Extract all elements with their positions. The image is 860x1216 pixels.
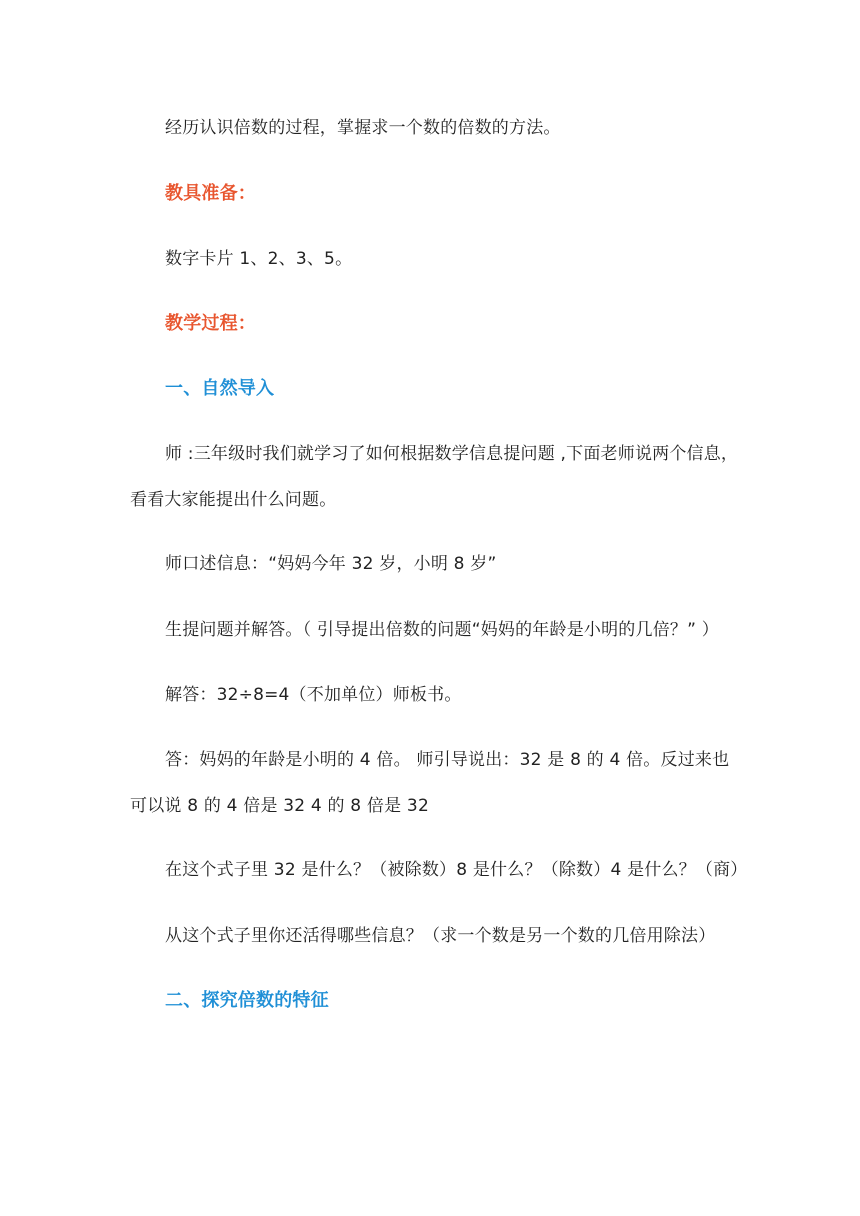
process-heading: 教学过程： (165, 313, 256, 334)
tools-heading: 教具准备： (165, 183, 256, 204)
paragraph-5-line-2: 可以说 8 的 4 倍是 32 4 的 8 倍是 32 (130, 796, 429, 816)
paragraph-1-line-2: 看看大家能提出什么问题。 (130, 490, 337, 510)
paragraph-5-line-1: 答：妈妈的年龄是小明的 4 倍。 师引导说出：32 是 8 的 4 倍。反过来也 (165, 750, 730, 770)
tools-text: 数字卡片 1、2、3、5。 (165, 249, 353, 269)
paragraph-6: 在这个式子里 32 是什么？（被除数）8 是什么？（除数）4 是什么？（商） (165, 860, 748, 880)
paragraph-1-line-1: 师 :三年级时我们就学习了如何根据数学信息提问题 ,下面老师说两个信息， (165, 444, 739, 464)
section2-heading: 二、探究倍数的特征 (165, 990, 329, 1011)
section1-heading: 一、自然导入 (165, 378, 275, 399)
objective-text: 经历认识倍数的过程，掌握求一个数的倍数的方法。 (165, 118, 561, 138)
paragraph-3: 生提问题并解答。（ 引导提出倍数的问题“妈妈的年龄是小明的几倍？” ） (165, 620, 719, 640)
paragraph-2: 师口述信息：“妈妈今年 32 岁，小明 8 岁” (165, 554, 497, 574)
paragraph-4: 解答：32÷8=4（不加单位）师板书。 (165, 685, 462, 705)
paragraph-7: 从这个式子里你还活得哪些信息？（求一个数是另一个数的几倍用除法） (165, 926, 716, 946)
